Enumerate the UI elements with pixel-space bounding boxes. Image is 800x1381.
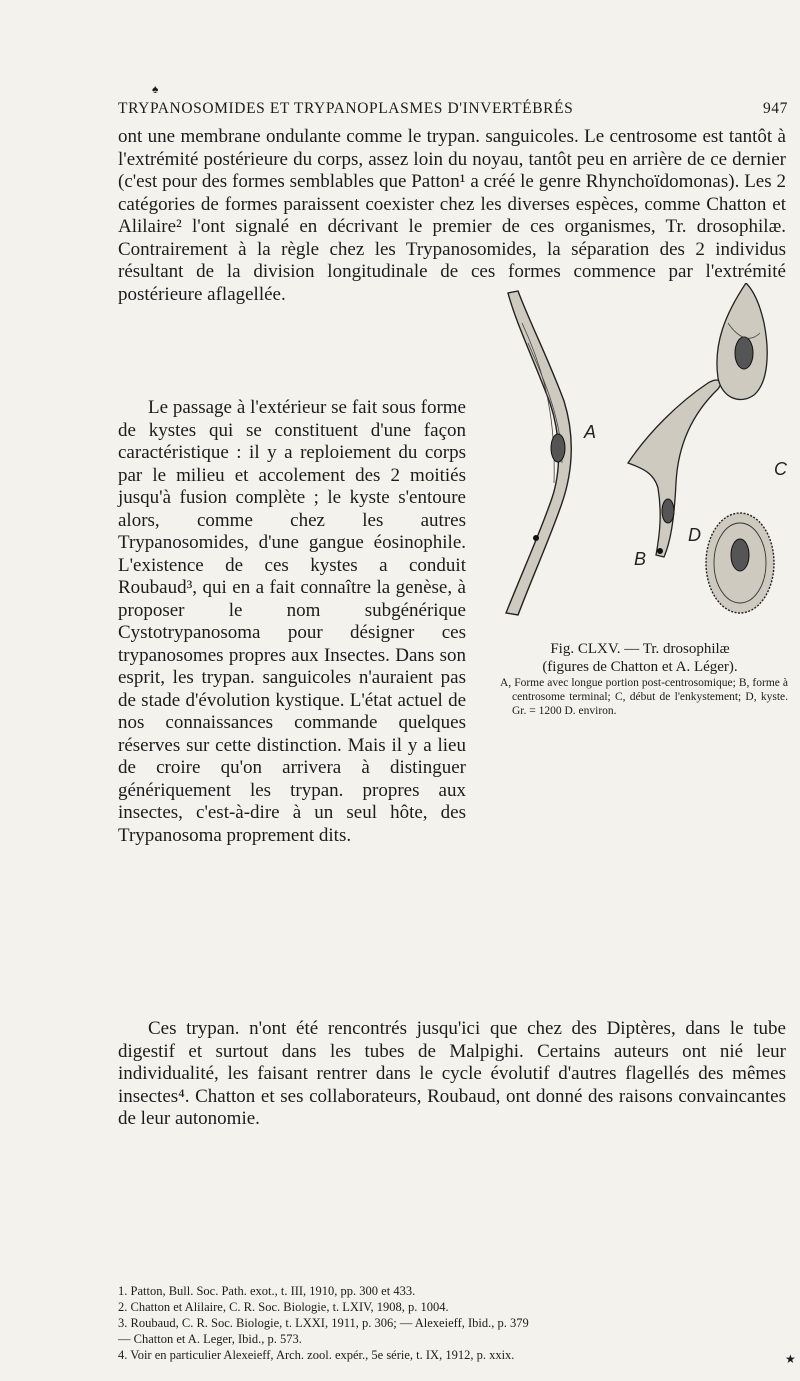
figure-label-b: B xyxy=(634,549,647,569)
printer-mark: ♠ xyxy=(152,82,159,96)
trypanosome-drawings xyxy=(488,283,788,618)
paragraph-1: ont une membrane ondulante comme le trypan. sanguicoles. Le centrosome est tantôt à l'extrémité postérieure du corps, assez loin du noyau, tantôt peu en arrière de ce dernier (c'est pour des formes semblables que Patton¹ a créé le genre Rhynchoïdomonas). Les 2 catégories de formes paraissent coexister chez les diverses espèces, comme Chatton et Alilaire² l'ont signalé en décrivant le premier de ces organismes, Tr. drosophilæ. Contrairement à la règle chez les Trypanosomides, la séparation des 2 individus résultant de la division longitudinale de ces formes commence par l'extrémité postérieure aflagellée. xyxy=(118,126,786,305)
footnote-3-continued: — Chatton et A. Leger, Ibid., p. 573. xyxy=(118,1332,302,1346)
form-a-drawing xyxy=(506,291,571,615)
footnote-3: 3. Roubaud, C. R. Soc. Biologie, t. LXXI, 1911, p. 306; — Alexeieff, Ibid., p. 379 xyxy=(118,1316,529,1330)
page-number: 947 xyxy=(762,100,788,117)
figure-clxv xyxy=(488,283,788,618)
running-header xyxy=(118,100,788,118)
footnote-2: 2. Chatton et Alilaire, C. R. Soc. Biologie, t. LXIV, 1908, p. 1004. xyxy=(118,1300,449,1314)
paragraph-3: Ces trypan. n'ont été rencontrés jusqu'ici que chez des Diptères, dans le tube digestif et surtout dans les tubes de Malpighi. Certains auteurs ont nié leur individualité, les faisant rentrer dans le cycle évolutif d'autres flagellés des mêmes insectes⁴. Chatton et ses collaborateurs, Roubaud, ont donné des raisons convaincantes de leur autonomie. xyxy=(118,1018,786,1129)
form-d-drawing xyxy=(706,513,774,613)
signature-mark: ★ xyxy=(785,1352,796,1366)
form-b-drawing xyxy=(628,380,720,557)
form-c-drawing xyxy=(717,283,767,400)
figure-label-a: A xyxy=(584,422,597,442)
running-title: TRYPANOSOMIDES ET TRYPANOPLASMES D'INVERTÉBRÉS xyxy=(118,100,574,117)
caption-title-line: Fig. CLXV. — Tr. drosophilæ xyxy=(550,641,730,657)
figure-caption-title xyxy=(500,640,780,676)
footnotes xyxy=(118,1283,788,1363)
paragraph-2-wrap xyxy=(118,397,466,847)
footnote-1: 1. Patton, Bull. Soc. Path. exot., t. III, 1910, pp. 300 et 433. xyxy=(118,1284,416,1298)
figure-label-d: D xyxy=(688,525,701,545)
figure-caption-body: A, Forme avec longue portion post-centrosomique; B, forme à centrosome terminal; C, début de l'enkystement; D, kyste. Gr. = 1200 D. environ. xyxy=(500,677,788,717)
footnote-4: 4. Voir en particulier Alexeieff, Arch. zool. expér., 5e série, t. IX, 1912, p. xxix. xyxy=(118,1348,515,1362)
caption-source-line: (figures de Chatton et A. Léger). xyxy=(542,659,738,675)
paragraph-2: Le passage à l'extérieur se fait sous forme de kystes qui se constituent d'une façon caractéristique : il y a reploiement du corps par le milieu et accolement des 2 moitiés jusqu'à fusion complète ; le kyste s'entoure alors, comme chez les autres Trypanosomides, d'une gangue éosinophile. L'existence de ces kystes a conduit Roubaud³, qui en a fait connaître la genèse, à proposer le nom subgénérique Cystotrypanosoma pour désigner ces trypanosomes propres aux Insectes. Dans son esprit, les trypan. sanguicoles n'auraient pas de stade d'évolution kystique. L'état actuel de nos connaissances commande quelques réserves sur cette distinction. Mais il y a lieu de croire qu'on arrivera à distinguer génériquement les trypan. propres aux insectes, c'est-à-dire à un seul hôte, des Trypanosoma proprement dits. xyxy=(118,397,466,846)
figure-label-c: C xyxy=(774,459,787,479)
